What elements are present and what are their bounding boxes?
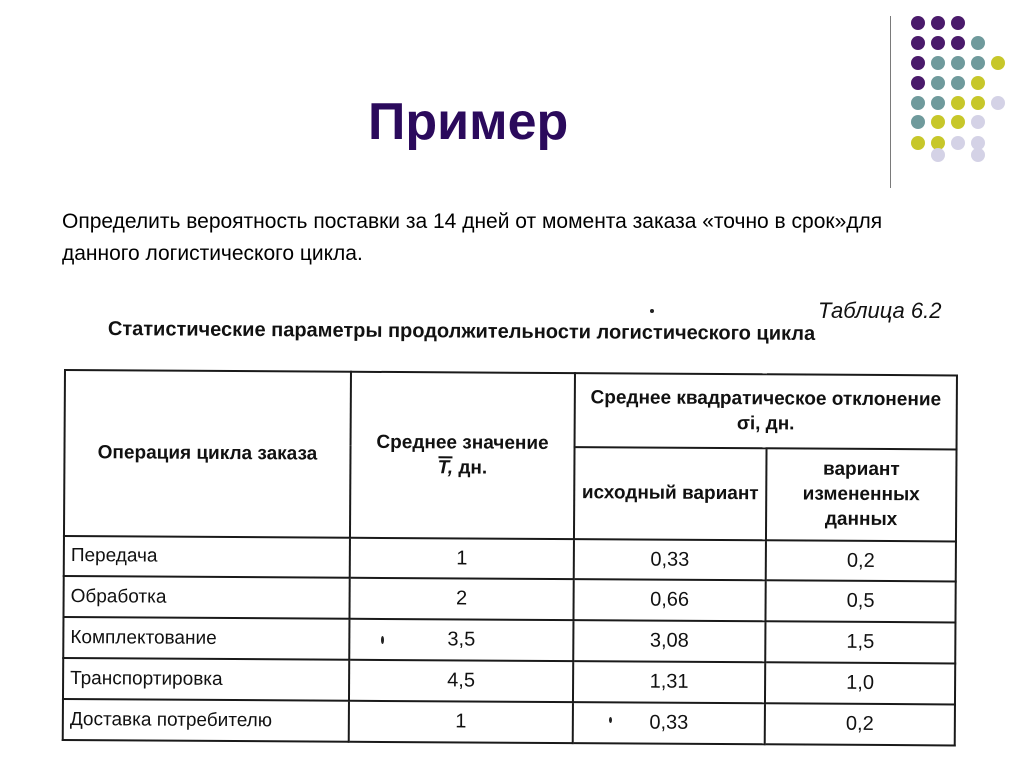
header-std-changed: вариант измененных данных bbox=[766, 448, 957, 541]
decorative-dot bbox=[951, 76, 965, 90]
cell-mean: 4,5 bbox=[349, 660, 573, 702]
cell-operation: Комплектование bbox=[63, 617, 349, 660]
table-header-row bbox=[65, 370, 957, 449]
decorative-dot bbox=[951, 16, 965, 30]
table-row bbox=[63, 617, 955, 663]
header-std-group: Среднее квадратическое отклонение σi, дн. bbox=[575, 373, 957, 449]
decorative-dot-grid bbox=[0, 0, 1024, 180]
cell-operation: Доставка потребителю bbox=[63, 699, 349, 742]
decorative-dot bbox=[951, 115, 965, 129]
decorative-dot bbox=[931, 16, 945, 30]
decorative-dot bbox=[991, 56, 1005, 70]
slide-title: Пример bbox=[368, 93, 569, 151]
slide-intro-text: Определить вероятность поставки за 14 дней от момента заказа «точно в срок»для данного логистического цикла. bbox=[62, 210, 883, 265]
logistics-parameters-table bbox=[62, 369, 958, 746]
table-row bbox=[63, 576, 955, 622]
cell-std-original: 0,66 bbox=[573, 580, 765, 622]
decorative-dot bbox=[951, 36, 965, 50]
cell-mean: 3,5 bbox=[349, 619, 573, 661]
decorative-dot bbox=[911, 36, 925, 50]
decorative-dot bbox=[911, 76, 925, 90]
mean-unit: дн. bbox=[458, 457, 488, 479]
header-mean-unit-line bbox=[357, 455, 567, 481]
table-row bbox=[63, 699, 955, 745]
cell-std-original: 0,33 bbox=[574, 539, 766, 581]
cell-std-changed: 0,5 bbox=[765, 581, 955, 623]
decorative-dot bbox=[951, 56, 965, 70]
table-body bbox=[63, 536, 956, 746]
decorative-dot bbox=[931, 36, 945, 50]
header-mean bbox=[350, 372, 575, 539]
decorative-dot bbox=[911, 16, 925, 30]
table-caption: Статистические параметры продолжительности логистического цикла bbox=[107, 318, 816, 345]
decorative-dot bbox=[931, 115, 945, 129]
cell-operation: Транспортировка bbox=[63, 658, 349, 701]
cell-std-original: 1,31 bbox=[573, 661, 765, 703]
decorative-dot bbox=[931, 148, 945, 162]
decorative-dot bbox=[931, 96, 945, 110]
decorative-dot bbox=[971, 76, 985, 90]
table-row bbox=[63, 658, 955, 704]
decorative-dot bbox=[911, 56, 925, 70]
decorative-dot bbox=[971, 56, 985, 70]
cell-operation: Обработка bbox=[63, 576, 349, 619]
cell-mean: 1 bbox=[350, 537, 574, 579]
decorative-divider-line bbox=[890, 16, 891, 188]
header-operation: Операция цикла заказа bbox=[64, 370, 351, 537]
decorative-dot bbox=[971, 115, 985, 129]
decorative-dot bbox=[951, 136, 965, 150]
decorative-dot bbox=[911, 136, 925, 150]
decorative-dot bbox=[911, 115, 925, 129]
decorative-dot bbox=[911, 96, 925, 110]
header-mean-label: Среднее значение bbox=[376, 431, 549, 454]
cell-std-changed: 1,0 bbox=[765, 662, 955, 704]
table-row bbox=[64, 536, 956, 582]
cell-mean: 1 bbox=[349, 701, 573, 743]
decorative-dot bbox=[971, 148, 985, 162]
cell-mean: 2 bbox=[349, 578, 573, 620]
decorative-dot bbox=[991, 96, 1005, 110]
scan-speck bbox=[650, 309, 654, 313]
cell-std-original: 3,08 bbox=[573, 620, 765, 662]
decorative-dot bbox=[931, 76, 945, 90]
table-number-label: Таблица 6.2 bbox=[818, 298, 942, 323]
cell-std-changed: 0,2 bbox=[766, 540, 956, 582]
header-std-original: исходный вариант bbox=[574, 447, 767, 540]
decorative-dot bbox=[971, 96, 985, 110]
decorative-dot bbox=[931, 56, 945, 70]
cell-std-changed: 1,5 bbox=[765, 622, 955, 664]
decorative-dot bbox=[951, 96, 965, 110]
cell-std-changed: 0,2 bbox=[765, 703, 955, 745]
cell-operation: Передача bbox=[64, 536, 350, 579]
mean-symbol: T, bbox=[437, 457, 454, 479]
cell-std-original: 0,33 bbox=[573, 702, 765, 744]
decorative-dot bbox=[971, 36, 985, 50]
